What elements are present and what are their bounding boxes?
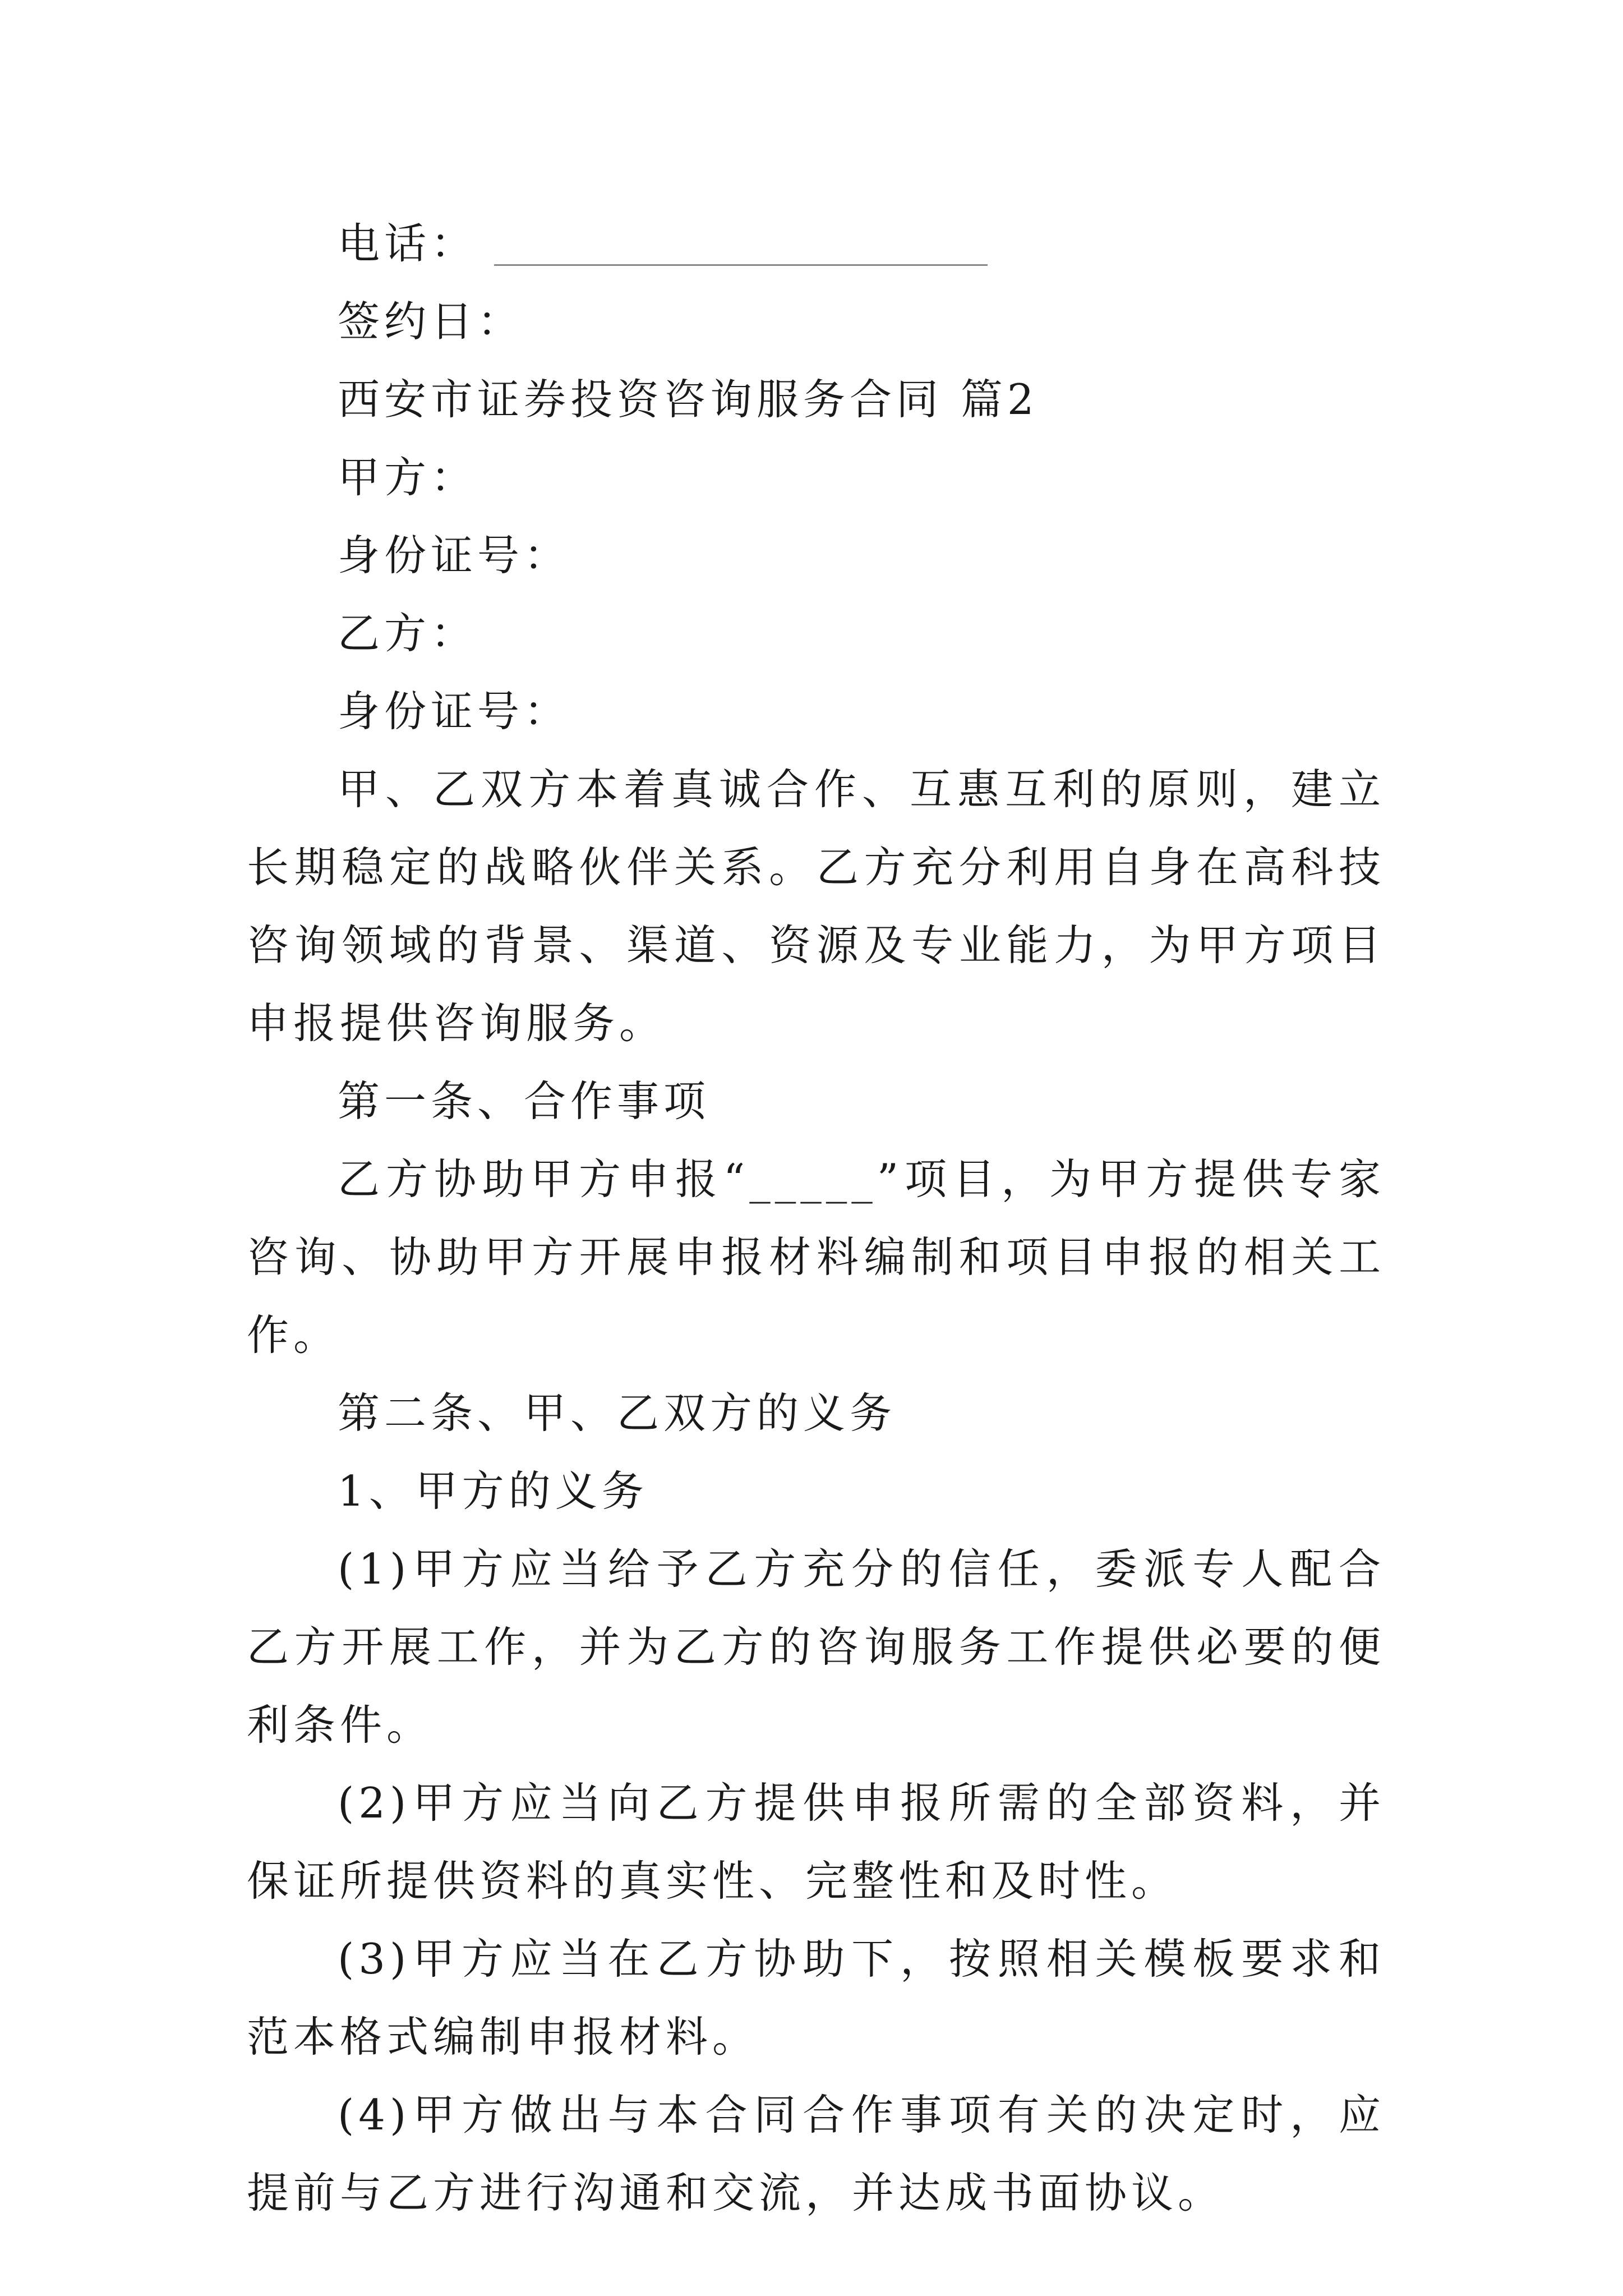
phone-label: 电话：: [338, 219, 478, 268]
party-a-id-label: 身份证号：: [338, 531, 571, 580]
party-a-label: 甲方：: [338, 453, 478, 502]
party-b-id-label: 身份证号：: [338, 687, 571, 736]
article1-body: 乙方协助甲方申报“_____”项目，为甲方提供专家咨询、协助甲方开展申报材料编制和项目申报的相关工作。: [247, 1154, 1385, 1360]
intro-paragraph: 甲、乙双方本着真诚合作、互惠互利的原则，建立长期稳定的战略伙伴关系。乙方充分利用自身在高科技咨询领域的背景、渠道、资源及专业能力，为甲方项目申报提供咨询服务。: [247, 765, 1385, 1048]
article2-sub1: 1、甲方的义务: [338, 1466, 648, 1516]
phone-blank-line: [494, 219, 988, 266]
phone-field-row: [247, 205, 1385, 283]
article1-heading: 第一条、合作事项: [338, 1076, 711, 1126]
article2-heading: 第二条、甲、乙双方的义务: [338, 1388, 897, 1438]
document-body: [247, 205, 1385, 2232]
contract-title: 西安市证券投资咨询服务合同 篇2: [338, 375, 1039, 424]
duty-item-4: (4)甲方做出与本合同合作事项有关的决定时，应提前与乙方进行沟通和交流，并达成书面协议。: [247, 2090, 1385, 2217]
party-b-label: 乙方：: [338, 609, 478, 658]
duty-item-2: (2)甲方应当向乙方提供申报所需的全部资料，并保证所提供资料的真实性、完整性和及时性。: [247, 1778, 1385, 1906]
sign-date-label: 签约日：: [338, 297, 524, 346]
duty-item-1: (1)甲方应当给予乙方充分的信任，委派专人配合乙方开展工作，并为乙方的咨询服务工作提供必要的便利条件。: [247, 1544, 1385, 1750]
duty-item-3: (3)甲方应当在乙方协助下，按照相关模板要求和范本格式编制申报材料。: [247, 1934, 1385, 2062]
